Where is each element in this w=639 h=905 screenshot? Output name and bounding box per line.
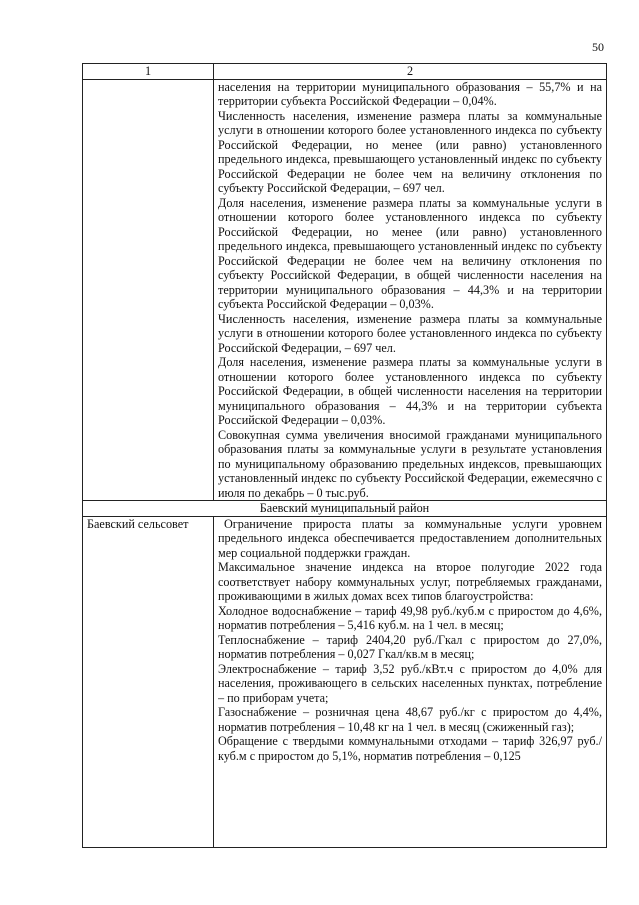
document-table [82,63,607,848]
paragraph: Газоснабжение – розничная цена 48,67 руб./кг с приростом до 4,4%, норматив потребления – 10,48 кг на 1 чел. в месяц (сжиженный газ); [218,705,602,734]
paragraph: Совокупная сумма увеличения вносимой гражданами муниципального образования платы за коммунальные услуги в результате установления по муниципальному образованию предельных индексов, превышающих установленный индекс по субъекту Российской Федерации, ежемесячно с июля по декабрь – 0 тыс.руб. [218,427,602,500]
paragraph: Численность населения, изменение размера платы за коммунальные услуги в отношении которого более установленного индекса по субъекту Российской Федерации, – 697 чел. [218,311,602,355]
section-row [83,501,607,517]
column-header-1: 1 [83,64,214,80]
table-row [83,516,607,847]
paragraph: населения на территории муниципального образования – 55,7% и на территории субъекта Российской Федерации – 0,04%. [218,79,602,108]
row2-text-clip [218,517,602,847]
paragraph: Электроснабжение – тариф 3,52 руб./кВт.ч с приростом до 4,0% для населения, проживающего в сельских населенных пунктах, потребление – по приборам учета; [218,661,602,705]
paragraph: Численность населения, изменение размера платы за коммунальные услуги в отношении которого более установленного индекса по субъекту Российской Федерации, но менее (или равно) установленного предельного индекса, превышающего установленный индекс по субъекту Российской Федерации не более чем на величину отклонения по субъекту Российской Федерации, – 697 чел. [218,108,602,195]
section-title: Баевский муниципальный район [83,501,607,517]
page-number: 50 [592,40,604,54]
table-header-row [83,64,607,80]
paragraph: Доля населения, изменение размера платы за коммунальные услуги в отношении которого более установленного индекса по субъекту Российской Федерации, но менее (или равно) установленного предельного индекса, превышающего установленный индекс по субъекту Российской Федерации не более чем на величину отклонения по субъекту Российской Федерации, в общей численности населения на территории муниципального образования – 44,3% и на территории субъекта Российской Федерации – 0,03%. [218,195,602,311]
paragraph: Ограничение прироста платы за коммунальные услуги уровнем предельного индекса обеспечивается предоставлением дополнительных мер социальной поддержки граждан. [218,516,602,560]
table-row [83,79,607,501]
paragraph: Доля населения, изменение размера платы за коммунальные услуги в отношении которого более установленного индекса по субъекту Российской Федерации, в общей численности населения на территории муниципального образования – 44,3% и на территории субъекта Российской Федерации – 0,03%. [218,355,602,427]
row1-text-cell [214,79,607,501]
paragraph: Обращение с твердыми коммунальными отходами – тариф 326,97 руб./куб.м с приростом до 5,1%, норматив потребления – 0,125 [218,734,602,763]
column-header-2: 2 [214,64,607,80]
row2-text-cell [214,516,607,847]
row1-label-cell [83,79,214,501]
row2-label: Баевский сельсовет [83,516,214,847]
paragraph: Максимальное значение индекса на второе полугодие 2022 года соответствует набору коммунальных услуг, потребляемых гражданами, проживающими в жилых домах всех типов благоустройства: [218,560,602,603]
paragraph: Теплоснабжение – тариф 2404,20 руб./Гкал с приростом до 27,0%, норматив потребления – 0,027 Гкал/кв.м в месяц; [218,632,602,661]
paragraph: Холодное водоснабжение – тариф 49,98 руб./куб.м с приростом до 4,6%, норматив потребления – 5,416 куб.м. на 1 чел. в месяц; [218,603,602,632]
